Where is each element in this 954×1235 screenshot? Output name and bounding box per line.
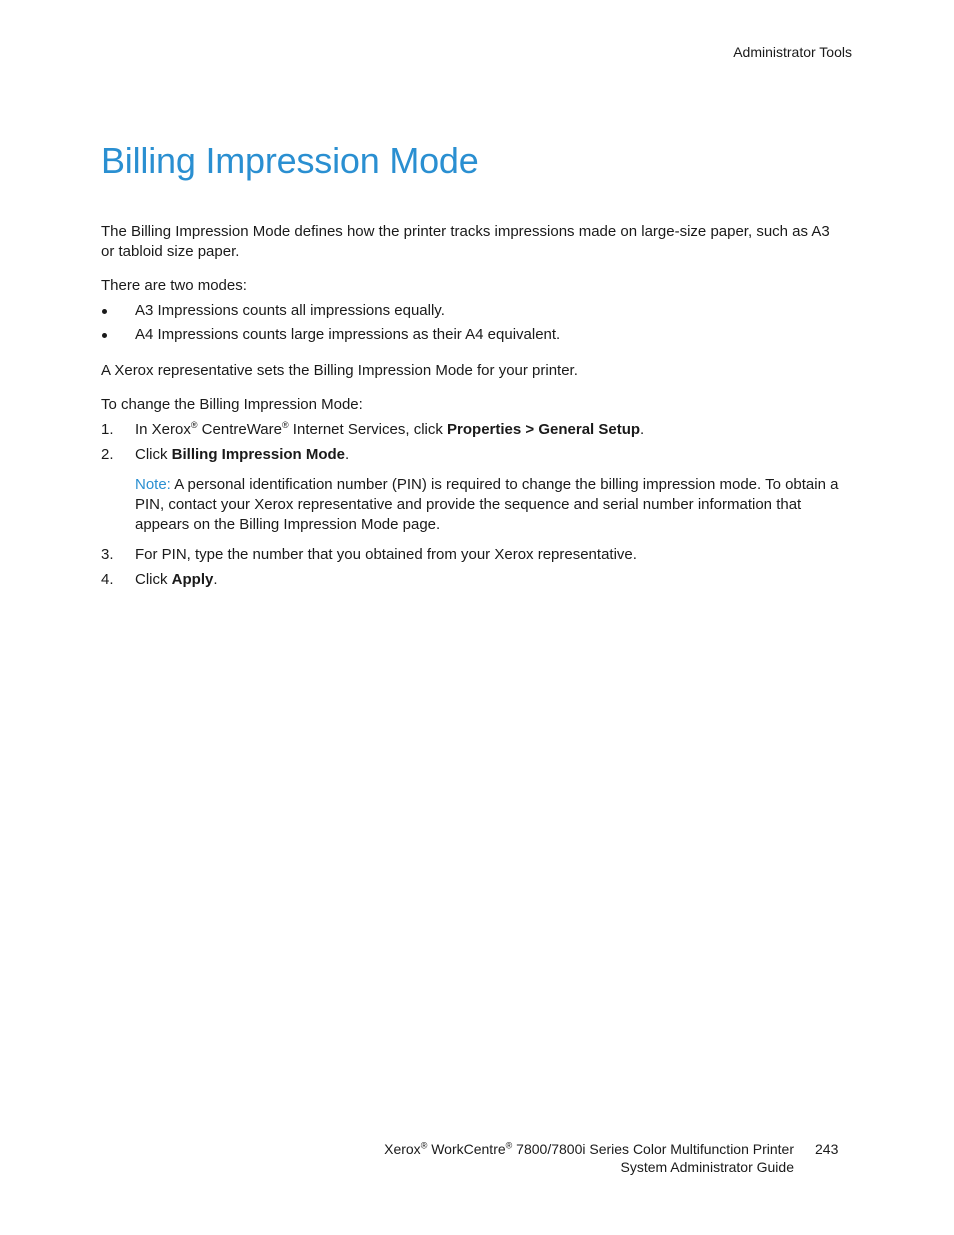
- step-text: For PIN, type the number that you obtained from your Xerox representative.: [135, 546, 637, 563]
- properties-ref: Properties: [447, 421, 522, 438]
- bullet-text: A3 Impressions counts all impressions equally.: [135, 302, 445, 319]
- intro-paragraph: The Billing Impression Mode defines how the printer tracks impressions made on large-size paper, such as A3 or tabloid size paper.: [101, 223, 830, 260]
- representative-paragraph: A Xerox representative sets the Billing Impression Mode for your printer.: [101, 362, 578, 379]
- modes-intro: There are two modes:: [101, 277, 247, 294]
- step-text: Click Billing Impression Mode.: [135, 446, 350, 463]
- general-setup-ref: General Setup: [538, 421, 641, 438]
- step-number: 4.: [101, 571, 114, 588]
- bullet-icon: [102, 333, 107, 338]
- page-number: 243: [815, 1141, 839, 1157]
- billing-impression-mode-ref: Billing Impression Mode: [171, 446, 346, 463]
- step-text: In Xerox® CentreWare® Internet Services, click Properties > General Setup.: [135, 420, 645, 438]
- footer-title: Xerox® WorkCentre® 7800/7800i Series Color Multifunction Printer System Administrator Guide: [384, 1140, 794, 1175]
- note-paragraph: Note: A personal identification number (PIN) is required to change the billing impression mode. To obtain a PIN, contact your Xerox representative and provide the sequence and serial number information that appears on the Billing Impression Mode page.: [135, 476, 839, 533]
- bullet-text: A4 Impressions counts large impressions as their A4 equivalent.: [135, 326, 561, 343]
- footer-guide: System Administrator Guide: [620, 1159, 794, 1175]
- running-header: Administrator Tools: [733, 44, 852, 60]
- steps-intro: To change the Billing Impression Mode:: [101, 396, 363, 413]
- apply-ref: Apply: [171, 571, 214, 588]
- page-title: Billing Impression Mode: [101, 140, 479, 181]
- bullet-icon: [102, 309, 107, 314]
- step-text: Click Apply.: [135, 571, 218, 588]
- step-number: 3.: [101, 546, 114, 563]
- note-label: Note:: [135, 476, 171, 493]
- step-number: 1.: [101, 421, 114, 438]
- step-number: 2.: [101, 446, 114, 463]
